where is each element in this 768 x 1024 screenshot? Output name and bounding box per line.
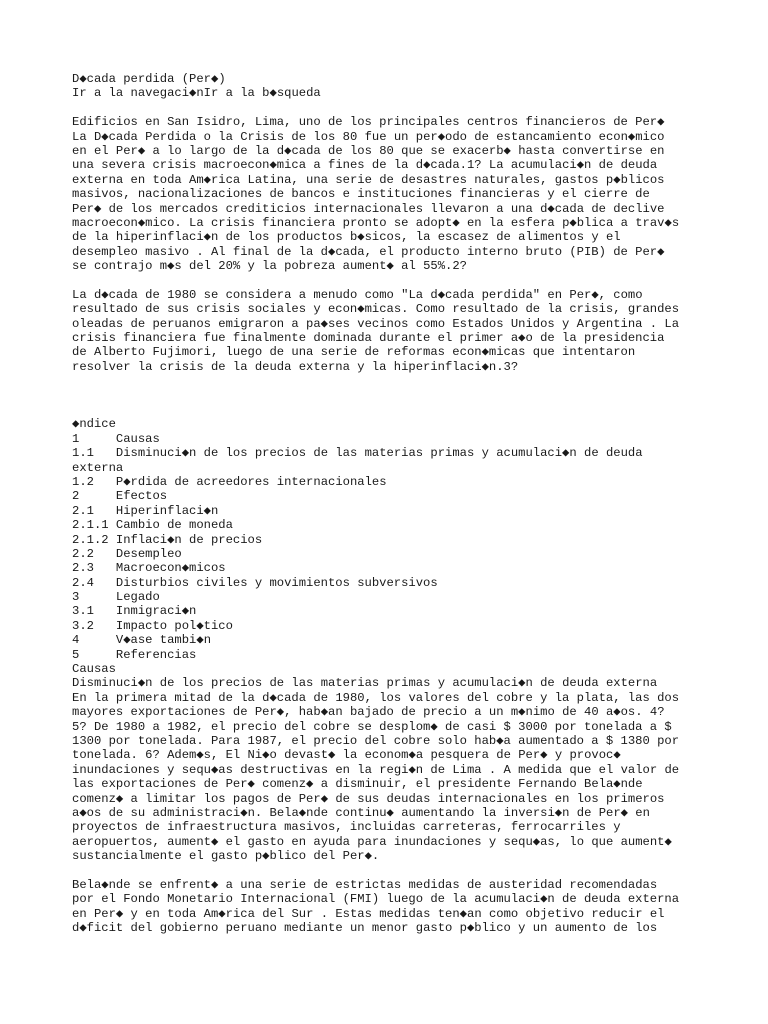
text-line: 2.1 Hiperinflaci◆n bbox=[72, 503, 219, 518]
text-line: 3.2 Impacto pol◆tico bbox=[72, 618, 233, 633]
text-line: externa en toda Am◆rica Latina, una serie de desastres naturales, gastos p◆blicos bbox=[72, 172, 665, 187]
text-line: crisis financiera fue finalmente dominada durante el primer a◆o de la presidencia bbox=[72, 331, 665, 346]
text-line: 5? De 1980 a 1982, el precio del cobre se desplom◆ de casi $ 3000 por tonelada a $ bbox=[72, 719, 672, 734]
spacer bbox=[72, 273, 712, 287]
text-line: 5 Referencias bbox=[72, 647, 197, 662]
text-line: 2.2 Desempleo bbox=[72, 546, 182, 561]
text-line: 2.1.2 Inflaci◆n de precios bbox=[72, 532, 263, 547]
text-line: en el Per◆ a lo largo de la d◆cada de los 80 que se exacerb◆ hasta convertirse en bbox=[72, 143, 665, 158]
belaunde-paragraph bbox=[72, 878, 712, 936]
text-line: 2.1.1 Cambio de moneda bbox=[72, 518, 233, 533]
text-line: tonelada. 6? Adem◆s, El Ni◆o devast◆ la econom◆a pesquera de Per◆ y provoc◆ bbox=[72, 748, 621, 763]
text-line: una severa crisis macroecon◆mica a fines de la d◆cada.1? La acumulaci◆n de deuda bbox=[72, 158, 658, 173]
text-line: Per◆ de los mercados crediticios internacionales llevaron a una d◆cada de declive bbox=[72, 201, 665, 216]
text-line: 3 Legado bbox=[72, 590, 160, 605]
text-line: masivos, nacionalizaciones de bancos e instituciones financieras y el cierre de bbox=[72, 187, 650, 202]
spacer bbox=[72, 403, 712, 417]
intro-paragraph bbox=[72, 115, 712, 273]
text-line: Bela◆nde se enfrent◆ a una serie de estrictas medidas de austeridad recomendadas bbox=[72, 877, 658, 892]
text-line: d◆ficit del gobierno peruano mediante un menor gasto p◆blico y un aumento de los bbox=[72, 921, 658, 936]
text-line: proyectos de infraestructura masivos, incluidas carreteras, ferrocarriles y bbox=[72, 820, 621, 835]
text-line: se contrajo m◆s del 20% y la pobreza aument◆ al 55%.2? bbox=[72, 259, 467, 274]
text-line: En la primera mitad de la d◆cada de 1980, los valores del cobre y la plata, las dos bbox=[72, 690, 680, 705]
text-line: Edificios en San Isidro, Lima, uno de los principales centros financieros de Per◆ bbox=[72, 115, 665, 130]
decada-perdida-paragraph bbox=[72, 288, 712, 374]
spacer bbox=[72, 389, 712, 403]
text-line: sustancialmente el gasto p◆blico del Per◆. bbox=[72, 849, 380, 864]
text-line: 1 Causas bbox=[72, 431, 160, 446]
document-page bbox=[72, 72, 712, 935]
text-line: externa bbox=[72, 460, 124, 475]
text-line: 1.1 Disminuci◆n de los precios de las materias primas y acumulaci◆n de deuda bbox=[72, 446, 643, 461]
text-line: de Alberto Fujimori, luego de una serie de reformas econ◆micas que intentaron bbox=[72, 345, 636, 360]
text-line: mayores exportaciones de Per◆, hab◆an bajado de precio a un m◆nimo de 40 a◆os. 4? bbox=[72, 705, 665, 720]
text-line: Causas bbox=[72, 662, 116, 677]
text-line: macroecon◆mico. La crisis financiera pronto se adopt◆ en la esfera p◆blica a trav◆s bbox=[72, 215, 680, 230]
spacer bbox=[72, 101, 712, 115]
table-of-contents bbox=[72, 417, 712, 690]
spacer bbox=[72, 374, 712, 388]
text-line: 3.1 Inmigraci◆n bbox=[72, 604, 197, 619]
text-line: ◆ndice bbox=[72, 417, 116, 432]
text-line: desempleo masivo . Al final de la d◆cada, el producto interno bruto (PIB) de Per◆ bbox=[72, 244, 665, 259]
document-title: D◆cada perdida (Per◆) bbox=[72, 72, 226, 86]
causas-paragraph bbox=[72, 691, 712, 864]
text-line: resultado de sus crisis sociales y econ◆micas. Como resultado de la crisis, grandes bbox=[72, 302, 680, 317]
text-line: 1.2 P◆rdida de acreedores internacionales bbox=[72, 474, 387, 489]
text-line: Disminuci◆n de los precios de las materias primas y acumulaci◆n de deuda externa bbox=[72, 676, 658, 691]
spacer bbox=[72, 863, 712, 877]
text-line: por el Fondo Monetario Internacional (FMI) luego de la acumulaci◆n de deuda externa bbox=[72, 892, 680, 907]
text-line: en Per◆ y en toda Am◆rica del Sur . Estas medidas ten◆an como objetivo reducir el bbox=[72, 906, 665, 921]
text-line: las exportaciones de Per◆ comenz◆ a disminuir, el presidente Fernando Bela◆nde bbox=[72, 777, 643, 792]
text-line: 2 Efectos bbox=[72, 489, 168, 504]
text-line: de la hiperinflaci◆n de los productos b◆sicos, la escasez de alimentos y el bbox=[72, 230, 621, 245]
skip-navigation-links[interactable]: Ir a la navegaci◆nIr a la b◆squeda bbox=[72, 86, 321, 101]
text-line: comenz◆ a limitar los pagos de Per◆ de sus deudas internacionales en los primeros bbox=[72, 791, 665, 806]
text-line: La D◆cada Perdida o la Crisis de los 80 fue un per◆odo de estancamiento econ◆mico bbox=[72, 129, 665, 144]
text-line: oleadas de peruanos emigraron a pa◆ses vecinos como Estados Unidos y Argentina . La bbox=[72, 316, 680, 331]
text-line: 1300 por tonelada. Para 1987, el precio del cobre solo hab◆a aumentado a $ 1380 por bbox=[72, 733, 680, 748]
text-line: 4 V◆ase tambi◆n bbox=[72, 633, 212, 648]
text-line: a◆os de su administraci◆n. Bela◆nde continu◆ aumentando la inversi◆n de Per◆ en bbox=[72, 805, 650, 820]
text-line: inundaciones y sequ◆as destructivas en la regi◆n de Lima . A medida que el valor de bbox=[72, 762, 680, 777]
text-line: 2.3 Macroecon◆micos bbox=[72, 561, 226, 576]
text-line: resolver la crisis de la deuda externa y la hiperinflaci◆n.3? bbox=[72, 359, 519, 374]
text-line: La d◆cada de 1980 se considera a menudo como "La d◆cada perdida" en Per◆, como bbox=[72, 287, 643, 302]
text-line: aeropuertos, aument◆ el gasto en ayuda para inundaciones y sequ◆as, lo que aument◆ bbox=[72, 834, 672, 849]
text-line: 2.4 Disturbios civiles y movimientos subversivos bbox=[72, 575, 438, 590]
